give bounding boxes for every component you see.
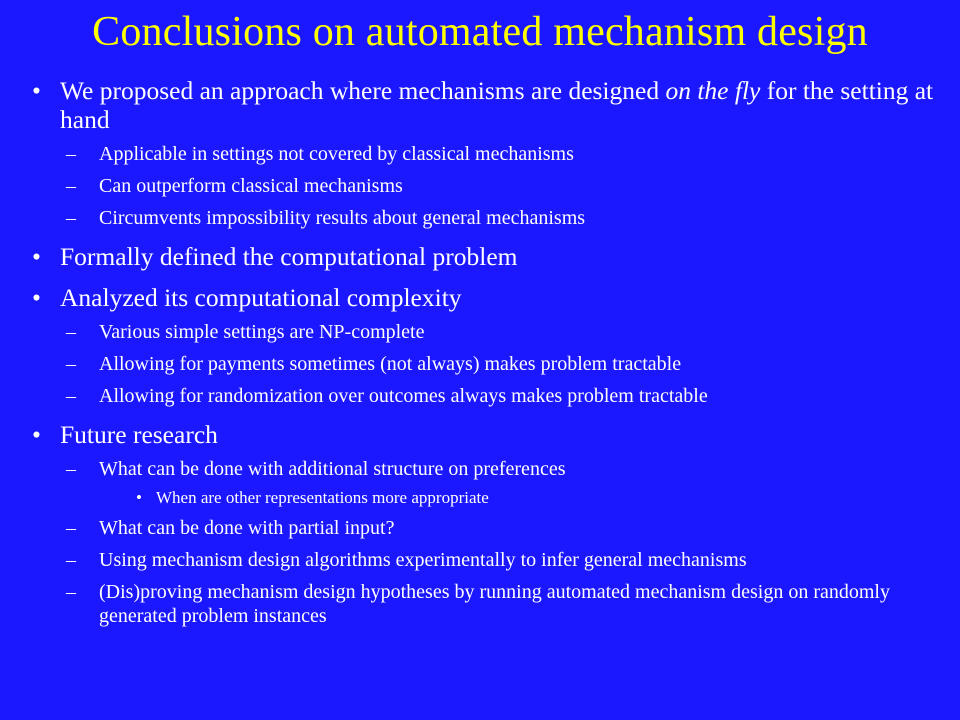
sub-bullet-text: Allowing for randomization over outcomes always makes problem tractable (99, 385, 708, 407)
sub-bullet-text: Can outperform classical mechanisms (99, 175, 403, 197)
bullet-text-part: for the setting at hand (60, 76, 934, 134)
bullet-text-italic: on the fly (665, 76, 761, 105)
slide-title: Conclusions on automated mechanism design (92, 9, 868, 55)
sub-bullet-randomization (30, 384, 945, 408)
sub-bullet-circumvents (30, 206, 945, 230)
bullet-analyzed-complexity (30, 283, 945, 312)
sub-sub-bullet-representations (30, 487, 945, 508)
bullet-text-part: We proposed an approach where mechanisms are designed (60, 76, 666, 105)
sub-bullet-text: Allowing for payments sometimes (not always) makes problem tractable (99, 353, 682, 375)
dash-icon: – (66, 458, 76, 480)
sub-bullet-text: Using mechanism design algorithms experimentally to infer general mechanisms (99, 549, 747, 571)
slide-content (30, 76, 945, 628)
sub-bullet-text: Applicable in settings not covered by classical mechanisms (99, 143, 574, 165)
dash-icon: – (66, 143, 76, 165)
dash-icon: – (66, 321, 76, 343)
dash-icon: – (66, 517, 76, 539)
sub-bullet-applicable (30, 142, 945, 166)
sub-bullet-text: What can be done with partial input? (99, 517, 395, 539)
sub-bullet-disproving (30, 580, 945, 628)
sub-bullet-payments (30, 352, 945, 376)
sub-sub-bullet-text: When are other representations more appropriate (156, 488, 489, 507)
bullet-icon: • (32, 242, 41, 271)
bullet-icon: • (32, 283, 41, 312)
bullet-icon: • (32, 420, 41, 449)
dash-icon: – (66, 385, 76, 407)
bullet-proposed-approach (30, 76, 945, 134)
bullet-text: Future research (60, 420, 218, 449)
sub-bullet-experimental (30, 548, 945, 572)
sub-bullet-outperform (30, 174, 945, 198)
dash-icon: – (66, 175, 76, 197)
sub-bullet-np-complete (30, 320, 945, 344)
dash-icon: – (66, 549, 76, 571)
bullet-icon: • (136, 488, 142, 507)
dash-icon: – (66, 353, 76, 375)
bullet-formally-defined (30, 242, 945, 271)
dash-icon: – (66, 581, 76, 603)
bullet-text: Formally defined the computational problem (60, 242, 518, 271)
sub-bullet-text: (Dis)proving mechanism design hypotheses by running automated mechanism design on randomly generated problem instances (99, 581, 890, 627)
sub-bullet-partial-input (30, 516, 945, 540)
dash-icon: – (66, 207, 76, 229)
sub-bullet-text: Circumvents impossibility results about general mechanisms (99, 207, 586, 229)
bullet-future-research (30, 420, 945, 449)
sub-bullet-text: Various simple settings are NP-complete (99, 321, 425, 343)
sub-bullet-text: What can be done with additional structure on preferences (99, 458, 566, 480)
sub-bullet-structure (30, 457, 945, 481)
bullet-text: Analyzed its computational complexity (60, 283, 462, 312)
bullet-icon: • (32, 76, 41, 105)
